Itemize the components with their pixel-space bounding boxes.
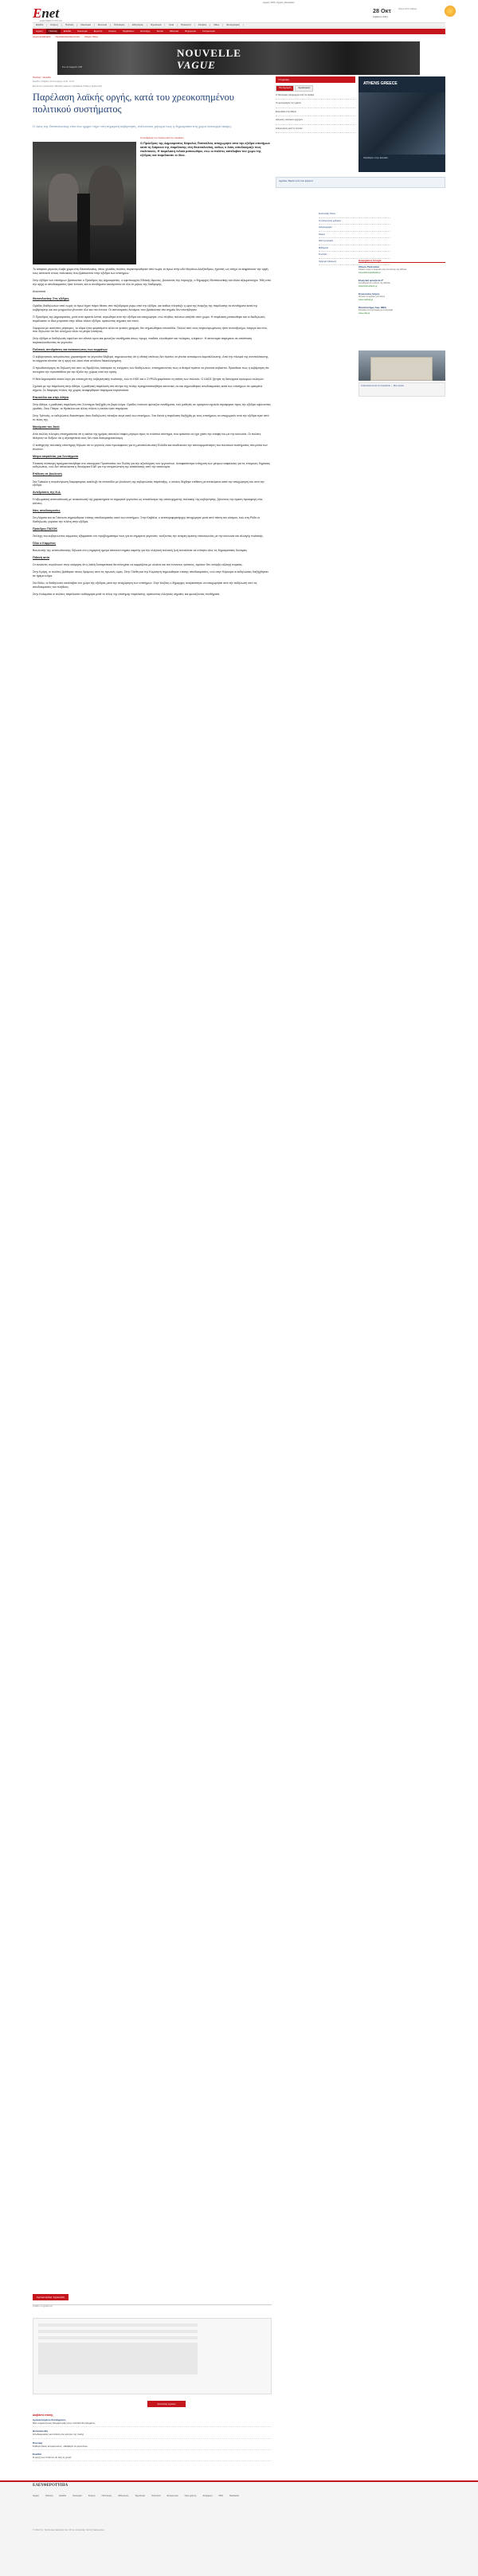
section-subheading: Πρόεδρος ΠΑΣΟΚ — [33, 527, 57, 531]
section-tab[interactable]: Περιβάλλον — [122, 29, 135, 33]
popular-tab[interactable]: Σχολιασμένα — [295, 85, 313, 92]
section-navigation — [33, 29, 445, 34]
article-paragraph: Έκτακτη σύσκεψη πραγματοποιήθηκε στο υπουργείο Προστασίας του Πολίτη για την αξιολόγηση των γεγονότων. Αποφασίστηκε ενίσχυση των μέτρων ασφαλείας για τις επόμενες δημόσιες εκδηλώσεις, ενώ δεν αποκλείεται η διενέργεια ΕΔΕ για την αντιμετώπιση της κατάστασης από την αστυνομία. — [33, 461, 271, 469]
section-tab[interactable]: Αθλητικά — [169, 29, 178, 33]
related-articles — [33, 2414, 272, 2464]
related-tags-button[interactable]: Σχετικά άρθρα: Σχόλια(31) — [33, 2294, 69, 2300]
header-tools[interactable]: Αρχική | RSS | Αρχείο | Newsletter — [263, 2, 295, 4]
section-tab[interactable]: Οικονομία — [77, 29, 88, 33]
popular-item[interactable]: Οι φωτογραφίες της ημέρας — [276, 102, 355, 108]
sidebar-link[interactable]: Συνέντευξη Τύπου — [319, 211, 390, 218]
section-subheading: Μέτρα ασφαλείας για Συντάγματα — [33, 454, 79, 458]
article-paragraph: Στην Τρίπολη, οι εκδηλώσεις διακόπηκαν όταν διαδηλωτές πέταξαν αυγά κατά των επισήμων. Στα Χανιά η παρέλαση διεξήχθη με τους επισήμους να αποχωρούν από την εξέδρα πριν από το τέλος της. — [33, 413, 269, 421]
footer-links — [33, 2495, 445, 2498]
article-lead: Ο Πρόεδρος της Δημοκρατίας Κάρολος Παπούλιας αποχώρησε από την εξέδρα επισήμων κατά τη διάρκεια της παρέλασης στη Θεσσαλονίκη, καθώς ο λαός αποδοκίμαζε τους πολιτικούς. Η παρέλαση τελικά ματαιώθηκε, ενώ οι πολίτες κατέλαβαν τον χώρο της εξέδρας και παρέλασαν οι ίδιοι. — [140, 142, 270, 158]
article-paragraph: Ο καθηγητής πολιτικής επιστήμης δήλωσε ότι το γεγονός είναι πρωτοφανές για τη μεταπολιτευτική Ελλάδα και αναδεικνύει την απονομιμοποίηση του πολιτικού συστήματος στα μάτια των πολιτών. — [33, 443, 268, 451]
footer-link[interactable]: Όροι χρήσης — [184, 2495, 197, 2497]
footer-link[interactable]: Πολιτισμός — [101, 2495, 112, 2497]
article-paragraph: Το ιστορικό γεγονός έλαβε χώρα στη Θεσσαλονίκη, όπου χιλιάδες πολίτες συγκεντρώθηκαν από νωρίς το πρωί στην οδό Μεγάλου Αλεξάνδρου, έχοντας ως στόχο να εκφράσουν την οργή τους απέναντι στους πολιτικούς που βρίσκονταν στην εξέδρα των επισήμων. — [33, 268, 268, 275]
section-subheading: Νέες αποδοκιμασίες — [33, 509, 61, 513]
classifieds-banner[interactable]: Αγγελίες: Βρείτε αυτό που ψάχνετε — [276, 177, 445, 188]
section-tab[interactable]: Ευρώπη — [93, 29, 103, 33]
ad-text: Ξενοδοχείο στο κέντρο της Αθήνας — [358, 282, 390, 285]
article-paragraph: Η Νέα Δημοκρατία έκανε λόγο για αποτυχία της κυβερνητικής πολιτικής, ενώ το ΚΚΕ και ο ΣΥΡΙΖΑ χαιρέτισαν τη στάση των πολιτών. Ο ΛΑΟΣ ζήτησε τη διενέργεια πρόωρων εκλογών. — [33, 378, 264, 382]
article-paragraph: Στην Κρήτη, οι πολίτες βρέθηκαν στους δρόμους από τις πρωινές ώρες. Στην Ξάνθη και την Κομοτηνή σημειώθηκαν επίσης αποδοκιμασίες, ενώ στην Κέρκυρα οι εκδηλώσεις διεξήχθησαν σε ήρεμο κλίμα. — [33, 570, 269, 578]
article-paragraph: Σύμφωνα με αυτόπτες μάρτυρες, το κλίμα ήταν φορτισμένο αλλά σε γενικές γραμμές δεν σημειώθηκαν επεισόδια. Πολλοί από τους συγκεντρωμένους ήταν συνταξιούχοι, άνεργοι και νέοι, που δήλωναν ότι δεν αντέχουν άλλο τα μέτρα λιτότητας. — [33, 326, 268, 334]
related-title[interactable]: Ελλάδα — [33, 2452, 41, 2456]
footer-link[interactable]: Πολιτική — [45, 2495, 53, 2497]
facebook-widget[interactable]: Η Ελευθεροτυπία στο Facebook — Μου αρέσει — [358, 382, 445, 397]
article-paragraph: Στην Καλαμάτα οι πολίτες παρέλασαν αυθόρμητα μετά το τέλος της επίσημης παρέλασης, κρατώντας ελληνικές σημαίες και φωνάζοντας συνθήματα. — [33, 593, 221, 597]
related-heading: Διαβάστε επίσης — [33, 2414, 53, 2417]
footer-logo[interactable]: ΕΛΕΥΘΕΡΟΤΥΠΙΑ — [33, 2484, 69, 2488]
related-text: Κυβερνητικός εκπρόσωπος: «Θλιβερά τα γεγονότα» — [33, 2444, 88, 2448]
weather-sun-icon — [445, 6, 456, 17]
related-item[interactable] — [33, 2453, 272, 2461]
comment-form[interactable] — [33, 2318, 272, 2394]
submit-comment-button[interactable]: Αποστολή σχολίου — [147, 2401, 186, 2407]
breadcrumb[interactable]: Πολιτική > Ελλάδα — [33, 76, 51, 79]
comment-heading: Γράψτε το σχόλιό σας — [33, 2304, 272, 2316]
sidebar-link[interactable]: Μαθήματα — [319, 245, 390, 253]
article-paragraph: Από πολλές πλευρές επισημαίνεται ότι η εικόνα της ημέρας αποτελεί σαφές μήνυμα προς το πολιτικό σύστημα, που φαίνεται να έχει χάσει την επαφή του με την κοινωνία. Οι πολίτες θέλησαν να δείξουν ότι η αξιοπρέπειά τους δεν είναι διαπραγματεύσιμη. — [33, 432, 261, 440]
section-subheading: Θεσσαλονίκη: Στις εξέδρες — [33, 296, 69, 300]
tertiary-link[interactable]: Αρχική EnetEnglish — [33, 36, 51, 39]
article-paragraph: Στο Βόλο, οι διαδηλωτές κατέλαβαν τον χώρο της εξέδρας μετά την αναχώρηση των επισήμων. Στην Κοζάνη ο δήμαρχος αναγκάστηκε να αποχωρήσει από την εκδήλωση υπό τις αποδοκιμασίες του πλήθους. — [33, 581, 257, 589]
nav-item[interactable]: Κοινωνία — [95, 24, 111, 27]
article-paragraph: Ομάδες διαδηλωτών από νωρίς το πρωί είχαν πάρει θέσεις στα πεζοδρόμια γύρω από την εξέδρα, και καθώς πλησίαζε η ώρα της έναρξης της παρέλασης τα συνθήματα κατά της κυβέρνησης και του μνημονίου γίνονταν όλο και πιο έντονα. Οι αστυνομικές δυνάμεις που βρίσκονταν στο σημείο δεν επενέβησαν. — [33, 303, 258, 311]
article-paragraph: Βουλευτής της αντιπολίτευσης δήλωσε ότι η σημερινή ημέρα αποτελεί σημείο καμπής για την ελληνική πολιτική ζωή και κάλεσε σε ενότητα όλες τις δημοκρατικές δυνάμεις. — [33, 549, 248, 553]
main-navigation — [33, 22, 445, 28]
nav-item[interactable]: Απόψεις — [195, 24, 211, 27]
article-paragraph: Η αξιωματική αντιπολίτευση με ανακοίνωσή της χαρακτήρισε τα σημερινά γεγονότα ως αποτέλεσμα της αποτυχημένης πολιτικής της κυβέρνησης, ζητώντας την άμεση προσφυγή στις κάλπες. — [33, 498, 263, 506]
related-text: Η οργή των πολιτών σε όλη τη χώρα — [33, 2455, 72, 2459]
article-paragraph: Στα Τρίκαλα η συγκέντρωση διαμαρτυρίας κατέληξε σε επεισόδιο με βουλευτή της κυβερνώσας παράταξης, ο οποίος δέχθηκε επίθεση με αντικείμενα κατά την αποχώρησή του από την εξέδρα. — [33, 480, 264, 487]
ad-text: Κλείστε τώρα το δωμάτιό σας στο κέντρο της Αθήνας — [358, 268, 407, 272]
sidebar-link[interactable]: Αλληλογραφία — [319, 225, 390, 232]
sidebar-link[interactable]: Καιρός — [319, 232, 390, 239]
article-title: Παρέλαση λαϊκής οργής, κατά του χρεοκοπημένου πολιτικού συστήματος — [33, 92, 234, 115]
sidebar-links — [319, 211, 390, 265]
tag-row — [33, 2294, 272, 2300]
section-subheading: Επεισόδια και στην Αθήνα — [33, 396, 69, 399]
ad-title[interactable]: Πανεπιστήμιο Ακρ. MBA — [358, 306, 386, 310]
related-item[interactable] — [33, 2418, 272, 2427]
footer-link[interactable]: Κόσμος — [88, 2495, 96, 2497]
top-banner-ad[interactable]: NOUVELLE VAGUE live at Gagarin 205 — [57, 41, 420, 75]
ad-title[interactable]: Κοινωνικός Ιατρός — [358, 292, 380, 296]
sidebar-ad[interactable]: ATHENS GREECE Ταξιδέψτε στην Ελλάδα — [358, 76, 445, 172]
section-tab[interactable]: Αρχική — [36, 29, 43, 33]
article-body — [33, 268, 272, 600]
section-tab[interactable]: Ψυχαγωγία — [184, 29, 196, 33]
section-subheading: Πιθανή αιτία — [33, 556, 49, 560]
nav-item[interactable]: Αθλητισμός — [129, 24, 147, 27]
sidebar-link[interactable]: Νέα της αγοράς — [319, 238, 390, 245]
popular-box — [276, 85, 355, 133]
footer-link[interactable]: Επικοινωνία — [167, 2495, 178, 2497]
related-title[interactable]: Πολιτική — [33, 2441, 43, 2445]
header-date: 28 Οκτ Σάββατο 2011 — [373, 7, 391, 18]
tertiary-link[interactable]: Περιοδικά Ελευθεροτυπίας — [55, 36, 80, 39]
popular-tab[interactable]: Πιο δημοφιλή — [276, 85, 294, 92]
footer-link[interactable]: RSS — [218, 2495, 223, 2497]
popular-item[interactable]: Η Ευρωζώνη μετά τη σύνοδο — [276, 127, 355, 134]
article-paragraph: Ο πρωθυπουργός σε δήλωσή του από τις Βρυξέλλες κατέκρινε τις ενέργειες των διαδηλωτών, επισημαίνοντας πως οι θεσμοί πρέπει να γίνονται σεβαστοί. Πρόσθεσε πως η κυβέρνηση θα συνεχίσει την προσπάθεια για την έξοδο της χώρας από την κρίση. — [33, 366, 269, 374]
logo-subtitle: ELEFTHEROTYPIA.GR — [40, 20, 62, 22]
google-ads — [358, 259, 445, 319]
ad-item[interactable] — [358, 265, 445, 274]
article-paragraph: Σχετικά με την παρέλαση στην Αθήνα, η μαθητική παρέλαση στο κέντρο της πόλης πραγματοποιήθηκε κανονικά, αν και σημειώθηκαν αποδοκιμασίες κατά των επισήμων σε ορισμένα σημεία. Σε διάφορες πόλεις της χώρας αναφέρθηκαν παρόμοια περιστατικά. — [33, 385, 263, 392]
article-paragraph: Στελέχη του κυβερνώντος κόμματος εξέφρασαν τον προβληματισμό τους για τα σημερινά γεγονότα, τονίζοντας την ανάγκη άμεσης επικοινωνίας με την κοινωνία και αλλαγής πολιτικής. — [33, 534, 264, 538]
lead-label: Οι αντιδράσεις των πολιτών κατά την παρέλαση — [140, 137, 184, 139]
section-tab[interactable]: Ελλάδα — [63, 29, 72, 33]
sidebar-link[interactable]: Οι αναγνώστες γράφουν — [319, 218, 390, 225]
services-header[interactable]: Υπηρεσίες — [276, 76, 355, 83]
nav-item[interactable]: Τεχνολογία — [147, 24, 166, 27]
nav-item[interactable]: Video — [210, 24, 223, 27]
footer-link[interactable]: Διαφήμιση — [202, 2495, 213, 2497]
article-paragraph: Στη Λάρισα και τα Γιάννενα σημειώθηκαν επίσης αποδοκιμασίες κατά των επισήμων. Στην Καβάλα, ο αντιπεριφερειάρχης αποχώρησε μετά από πίεση του κόσμου, ενώ στη Ρόδο οι διαδηλωτές γύρισαν την πλάτη στην εξέδρα. — [33, 516, 261, 524]
ad-item[interactable] — [358, 306, 445, 315]
article-paragraph: Στην εξέδρα των επισήμων βρίσκονταν ο Πρόεδρος της Δημοκρατίας, ο υφυπουργός Εθνικής Άμυνας, βουλευτές της περιοχής, ο δήμαρχος Θεσσαλονίκης και άλλοι αξιωματούχοι. Ήδη από την αρχή οι αποδοκιμασίες ήταν έντονες και οι συνθήματα ακούγονταν σε όλο το μήκος της διαδρομής. — [33, 278, 271, 286]
ad-image[interactable] — [358, 350, 445, 381]
related-title[interactable]: Αγανακτισμένοι Συντάγματος — [33, 2418, 66, 2422]
nav-item[interactable]: Ελλάδα — [33, 24, 47, 27]
related-item[interactable] — [33, 2429, 272, 2438]
nav-item[interactable]: Πολιτισμός — [111, 24, 129, 27]
ad-title[interactable]: Athens Park Hotel — [358, 265, 379, 269]
section-subheading: Μηνύματα του λαού — [33, 425, 60, 429]
tertiary-navigation — [33, 35, 445, 40]
popular-item[interactable]: Δηλώσεις πολιτικών αρχηγών — [276, 119, 355, 125]
section-tab[interactable]: Γαστρονομία — [202, 29, 215, 33]
related-title[interactable]: Θεσσαλονίκη — [33, 2429, 49, 2433]
footer-link[interactable]: Τεχνολογία — [135, 2495, 146, 2497]
nav-item[interactable]: Κόσμος — [47, 24, 62, 27]
ad-text: Ιατρικές υπηρεσίες για όλους — [358, 296, 386, 299]
ad-url[interactable]: www.hotel-athens.gr — [358, 284, 378, 288]
ads-heading: Διαφημίσεις Google — [358, 259, 445, 263]
nav-item[interactable]: Πρόσωπα — [178, 24, 195, 27]
article-paragraph: Στην Αθήνα, η μαθητική παρέλαση στο Σύνταγμα διεξήχθη σε βαρύ κλίμα. Ομάδες πολιτών φώναζαν συνθήματα, ενώ μαθητές σε ορισμένα σχολεία στράφηκαν προς την εξέδρα υψώνοντας γροθιές. Στην Πάτρα, το Ηράκλειο και άλλες πόλεις η εικόνα ήταν παρόμοια. — [33, 403, 271, 410]
section-tab[interactable]: Κόσμος — [108, 29, 116, 33]
section-tab[interactable]: Τοπικά — [156, 29, 163, 33]
footer-link[interactable]: Οικονομία — [72, 2495, 82, 2497]
popular-item[interactable]: Επεισόδια στην Αθήνα — [276, 111, 355, 117]
section-subheading: Επίθεση σε βουλευτή — [33, 472, 62, 476]
related-text: Νέα συγκέντρωση διαμαρτυρίας στην πλατεία Συντάγματος — [33, 2421, 96, 2425]
site-logo[interactable]: Enet — [33, 6, 60, 21]
footer-link[interactable]: Newsletter — [229, 2495, 240, 2497]
sidebar-link[interactable]: Συνταγές — [319, 252, 390, 259]
footer-link[interactable]: Ελλάδα — [59, 2495, 67, 2497]
footer-link[interactable]: Αθλητισμός — [118, 2495, 129, 2497]
related-text: Αποδοκιμασίες και ένταση στο κέντρο της πόλης — [33, 2433, 84, 2437]
weather-text: Αθήνα 19°C Αίθριος — [398, 8, 417, 10]
section-tab[interactable]: Επιστήμη — [140, 29, 151, 33]
article-paragraph: Οι αναλυτές συγκλίνουν στην εκτίμηση ότι η λαϊκή δυσαρέσκεια θα συνεχίσει να εκφράζεται με ολοένα και πιο έντονους τρόπους, εφόσον δεν υπάρξει αλλαγή πορείας. — [33, 563, 243, 567]
article-paragraph: Ο Πρόεδρος της Δημοκρατίας, μετά από αρκετά λεπτά, σηκώθηκε από την εξέδρα και αποχώρησε, ενώ πλήθος πολιτών εισήλθε στον χώρο. Η παρέλαση ματαιώθηκε και οι διαδηλωτές παρέλασαν οι ίδιοι μπροστά στην άδεια πλέον εξέδρα, κρατώντας σημαίες και πανό. — [33, 315, 265, 323]
ad-item[interactable] — [358, 292, 445, 301]
article-paragraph: Στην εξέδρα οι διαδηλωτές έψαλλαν τον εθνικό ύμνο και φώναζαν συνθήματα όπως «ψωμί, παιδεία, ελευθερία» και «κλέφτες, κλέφτες». Η αστυνομία παρέμεινε σε απόσταση παρακολουθώντας τα γεγονότα. — [33, 337, 252, 345]
article-toolbar[interactable]: Εκτύπωση | Αποστολή | Μέγεθος κειμένου | Facebook | Twitter | Σχόλια (31) — [33, 85, 102, 88]
sidebar-link[interactable]: Χρήσιμα τηλέφωνα — [319, 259, 390, 266]
ad-url[interactable]: www.mba.gr — [358, 311, 370, 315]
popular-item[interactable]: Ο Παπούλιας αποχώρησε από την εξέδρα — [276, 94, 355, 100]
ad-url[interactable]: www.medical.gr — [358, 298, 374, 301]
article-summary: Ο λαός της Θεσσαλονίκης είπε ένα ηχηρό «όχι» στη σημερινή κυβέρνηση, στέλνοντας μήνυμα πως η δημοκρατία στη χώρα λειτουργεί ακόμη. — [33, 124, 232, 128]
section-subheading: Όλοι ο Καμμένος — [33, 542, 57, 546]
ad-text: Σπουδές στο εξωτερικό με υποτροφία — [358, 309, 394, 312]
ad-title[interactable]: Ελληνική φιλοξενία 4* — [358, 279, 384, 283]
footer-copyright: © 2011 Χ.Κ. Τεγόπουλος Εκδόσεις Α.Ε. Με την επιφύλαξη παντός δικαιώματος. — [33, 2529, 105, 2531]
section-tab[interactable]: Πολιτική — [46, 29, 61, 34]
footer-link[interactable]: Αρχική — [33, 2495, 39, 2497]
footer-link[interactable]: Ταυτότητα — [151, 2495, 161, 2497]
article-paragraph: Ο κυβερνητικός εκπρόσωπος χαρακτήρισε τα γεγονότα θλιβερά, σημειώνοντας ότι η εθνική επέτειος δεν πρέπει να γίνεται αντικείμενο εκμετάλλευσης. Από την πλευρά της αντιπολίτευσης, τα κόμματα τόνισαν ότι η οργή του λαού είναι απόλυτα δικαιολογημένη. — [33, 355, 269, 363]
article-meta: Ελλάδα | Σάββατο 29 Οκτωβρίου 2011, 13:47 — [33, 80, 75, 83]
ad-item[interactable] — [358, 279, 445, 288]
related-item[interactable] — [33, 2441, 272, 2450]
article-paragraph: Αναλυτικά — [33, 289, 45, 293]
nav-item[interactable]: Υγεία — [165, 24, 178, 27]
nav-item[interactable]: Οικονομία — [77, 24, 95, 27]
section-subheading: Πολιτικές αντιδράσεις και ανακοινώσεις των κομμάτων — [33, 348, 108, 352]
article-photo[interactable] — [33, 142, 136, 264]
nav-item[interactable]: Φωτογραφίες — [223, 24, 244, 27]
tertiary-link[interactable]: Οδηγός Πόλης — [84, 36, 98, 39]
section-subheading: Αντιδράσεις της Ν.Δ. — [33, 491, 61, 495]
ad-url[interactable]: www.athensparkhotel.gr — [358, 271, 381, 274]
nav-item[interactable]: Πολιτική — [62, 24, 77, 27]
